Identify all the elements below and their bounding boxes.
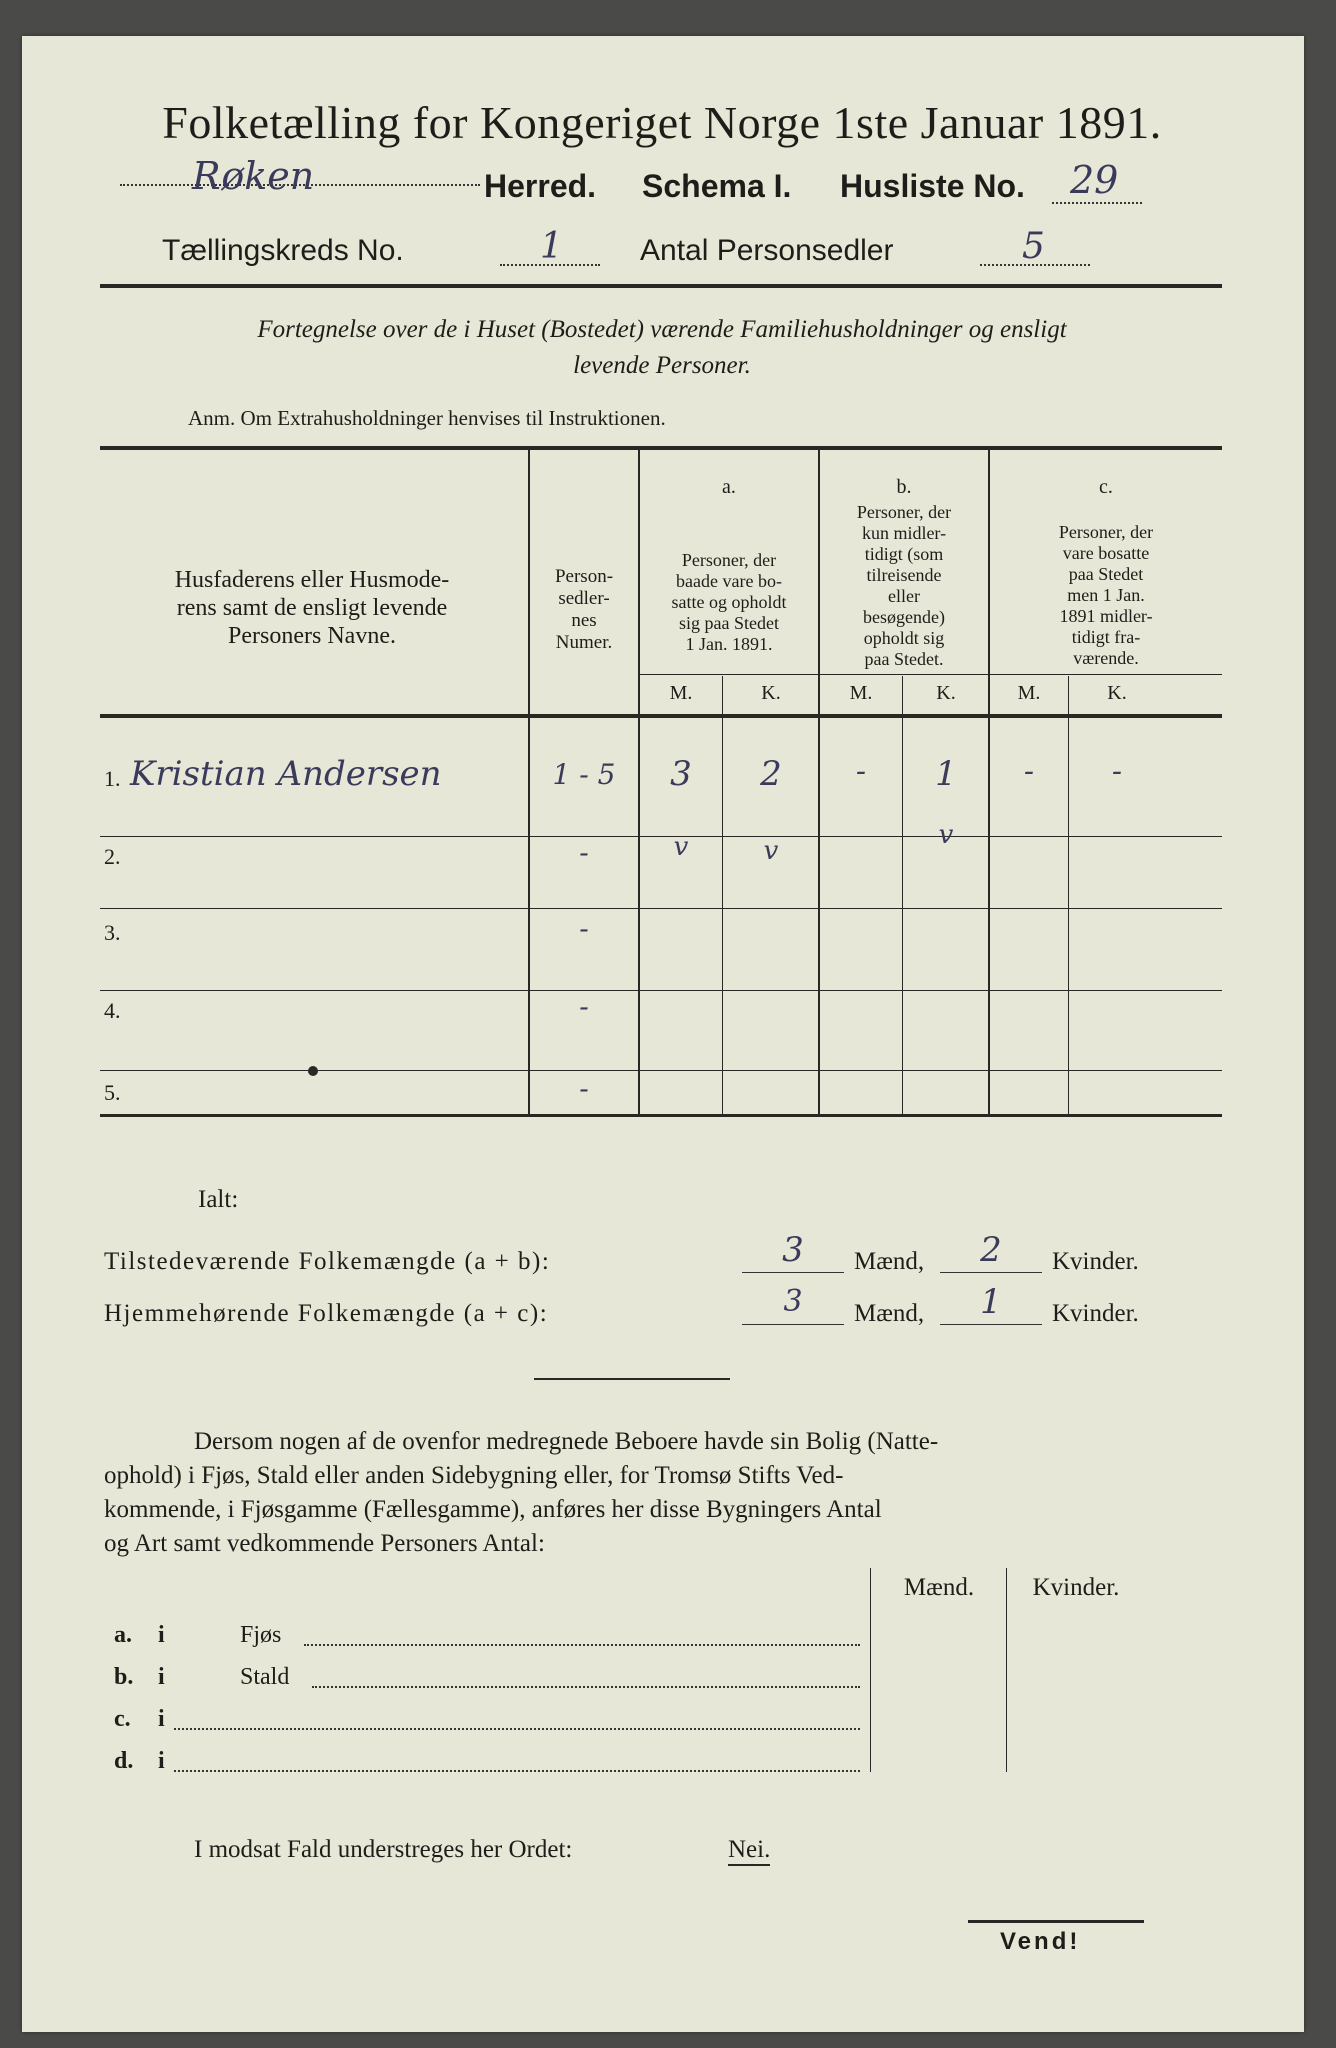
herred-label: Herred. (484, 168, 597, 204)
row-c-k: - (1111, 754, 1123, 789)
row-number: 4. (104, 998, 121, 1023)
building-letter: a. (114, 1622, 132, 1648)
taellingskreds-label: Tællingskreds No. (162, 234, 404, 267)
subtitle-line-2: levende Personer. (573, 352, 751, 379)
group-a-text: Personer, der baade vare bo- satte og opholdt sig paa Stedet 1 Jan. 1891. (671, 550, 787, 654)
group-b-letter: b. (896, 476, 912, 498)
hjemme-maend: 3 (783, 1284, 803, 1319)
paragraph-line-4: og Art samt vedkommende Personers Antal: (104, 1530, 545, 1557)
tilstede-label: Tilstedeværende Folkemængde (a + b): (104, 1248, 551, 1275)
herred-value: Røken (192, 154, 315, 198)
husliste-value: 29 (1070, 158, 1119, 202)
tilstede-maend: 3 (782, 1230, 804, 1270)
building-i: i (158, 1706, 165, 1732)
c-m-label: M. (1017, 682, 1041, 704)
row-a-m: 3 (670, 754, 692, 794)
personsedler-value: 5 (1022, 226, 1045, 267)
building-i: i (158, 1748, 165, 1774)
row-number: 3. (104, 920, 121, 945)
header-numer: Person- sedler- nes Numer. (554, 566, 614, 653)
building-letter: d. (114, 1748, 134, 1774)
a-m-label: M. (669, 682, 693, 704)
group-a-letter: a. (722, 476, 736, 498)
row-b-m: - (855, 754, 867, 789)
c-k-label: K. (1107, 682, 1127, 704)
subtitle-line-1: Fortegnelse over de i Huset (Bostedet) værende Familiehusholdninger og ensligt (257, 316, 1067, 343)
tilstede-kvinder-label: Kvinder. (1052, 1248, 1139, 1275)
modsat-word: Nei. (728, 1836, 770, 1866)
group-c-text: Personer, der vare bosatte paa Stedet men 1 Jan. 1891 midler- tidigt fra- værende. (1058, 522, 1154, 668)
b-m-label: M. (849, 682, 873, 704)
buildings-kvinder-header: Kvinder. (1032, 1574, 1120, 1601)
tilstede-maend-label: Mænd, (854, 1248, 925, 1275)
hjemme-maend-label: Mænd, (854, 1300, 925, 1327)
taellingskreds-value: 1 (540, 226, 563, 267)
hjemme-kvinder: 1 (980, 1282, 1002, 1322)
row-number: 1. (104, 766, 121, 791)
row-number: 5. (104, 1080, 121, 1105)
building-i: i (158, 1664, 165, 1690)
row-c-m: - (1023, 754, 1035, 789)
tilstede-kvinder: 2 (980, 1230, 1002, 1270)
paragraph-line-3: kommende, i Fjøsgamme (Fællesgamme), anføres her disse Bygningers Antal (104, 1496, 882, 1523)
building-i: i (158, 1622, 165, 1648)
row-b-k: v (938, 820, 954, 850)
ialt-label: Ialt: (198, 1186, 239, 1213)
form-title: Folketælling for Kongeriget Norge 1ste Januar 1891. (162, 97, 1162, 148)
modsat-label: I modsat Fald understreges her Ordet: (194, 1836, 573, 1863)
hjemme-kvinder-label: Kvinder. (1052, 1300, 1139, 1327)
building-letter: c. (114, 1706, 131, 1732)
row-numer: - (579, 912, 589, 945)
row-a-k: v (763, 836, 779, 866)
group-c-letter: c. (1099, 476, 1113, 498)
paragraph-line-2: ophold) i Fjøs, Stald eller anden Sidebygning eller, for Tromsø Stifts Ved- (104, 1462, 844, 1489)
building-label: Stald (240, 1664, 290, 1690)
group-b-text: Personer, der kun midler- tidigt (som tilreisende eller besøgende) opholdt sig paa Stedet. (856, 502, 952, 669)
paragraph-line-1: Dersom nogen af de ovenfor medregnede Beboere havde sin Bolig (Natte- (194, 1428, 939, 1455)
row-name: Kristian Andersen (130, 754, 442, 794)
vend-label: Vend! (1000, 1928, 1081, 1955)
husliste-label: Husliste No. (840, 168, 1025, 204)
b-k-label: K. (936, 682, 956, 704)
buildings-maend-header: Mænd. (903, 1574, 975, 1601)
row-numer: - (579, 990, 589, 1023)
hjemme-label: Hjemmehørende Folkemængde (a + c): (104, 1300, 549, 1327)
a-k-label: K. (761, 682, 781, 704)
header-rule (100, 284, 1222, 288)
building-label: Fjøs (240, 1622, 282, 1648)
row-number: 2. (104, 844, 121, 869)
row-numer: - (579, 836, 589, 869)
building-letter: b. (114, 1664, 134, 1690)
header-names: Husfaderens eller Husmode- rens samt de ensligt levende Personers Navne. (174, 567, 450, 649)
personsedler-label: Antal Personsedler (640, 234, 894, 267)
note-anm: Anm. Om Extrahusholdninger henvises til Instruktionen. (188, 406, 666, 430)
row-numer: - (579, 1072, 589, 1105)
schema-label: Schema I. (642, 168, 792, 204)
row-a-m: v (673, 832, 689, 862)
census-form-sheet (22, 36, 1304, 2032)
row-a-k: 2 (760, 754, 782, 794)
row-b-k: 1 (935, 754, 957, 794)
ink-dot (308, 1066, 318, 1076)
row-numer: 1 - 5 (552, 758, 616, 791)
divider (534, 1378, 730, 1380)
